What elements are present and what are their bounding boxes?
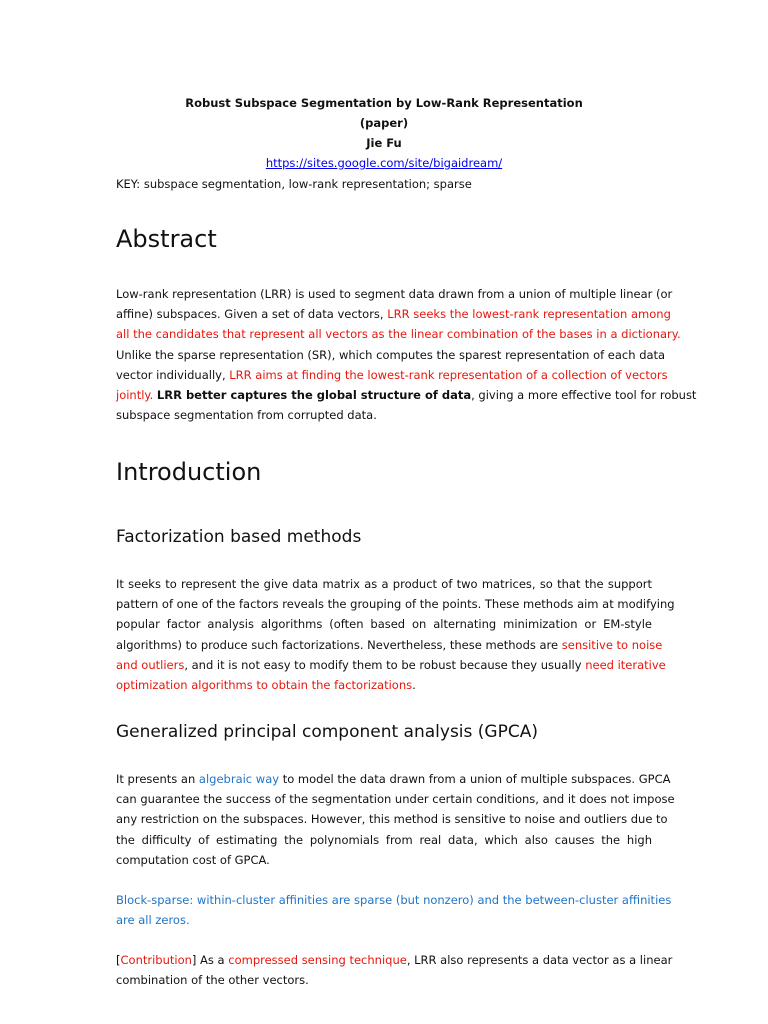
- introduction-heading: Introduction: [116, 458, 262, 486]
- highlight-red: optimization algorithms to obtain the factorizations: [116, 677, 413, 692]
- text-line: Low-rank representation (LRR) is used to segment data drawn from a union of multiple linear (or: [116, 287, 673, 301]
- text-line: are all zeros.: [116, 913, 190, 928]
- gpca-heading: Generalized principal component analysis (GPCA): [116, 722, 538, 742]
- text-line: subspace segmentation from corrupted data.: [116, 408, 377, 423]
- highlight-red: LRR aims at finding the lowest-rank representation of a collection of vectors: [229, 367, 668, 382]
- highlight-red: jointly.: [116, 387, 154, 402]
- text-line: optimization algorithms to obtain the factorizations.: [116, 677, 416, 692]
- abstract-heading: Abstract: [116, 225, 217, 253]
- block-sparse-paragraph: [116, 890, 672, 930]
- text-line: popular factor analysis algorithms (often based on alternating minimization or EM-style: [116, 617, 652, 632]
- factorization-paragraph: [116, 574, 675, 695]
- factorization-heading: Factorization based methods: [116, 527, 362, 547]
- text-line: jointly. LRR better captures the global structure of data, giving a more effective tool for robust: [116, 387, 697, 402]
- highlight-red: need iterative: [585, 657, 666, 672]
- highlight-red: sensitive to noise: [561, 637, 663, 652]
- paper-title: Robust Subspace Segmentation by Low-Rank Representation: [185, 96, 583, 110]
- text-line: can guarantee the success of the segmentation under certain conditions, and it does not impose: [116, 792, 675, 807]
- text-line: combination of the other vectors.: [116, 973, 309, 988]
- text-line: Unlike the sparse representation (SR), which computes the sparest representation of each data: [116, 347, 666, 362]
- abstract-paragraph: [116, 284, 697, 425]
- text-line: and outliers, and it is not easy to modify them to be robust because they usually need iterative: [116, 657, 666, 672]
- text-line: Block-sparse: within-cluster affinities are sparse (but nonzero) and the between-cluster affinities: [116, 893, 672, 907]
- highlight-red: all the candidates that represent all vectors as the linear combination of the bases in a dictionary.: [116, 327, 681, 342]
- text-line: It presents an algebraic way to model the data drawn from a union of multiple subspaces. GPCA: [116, 772, 671, 786]
- paper-type: (paper): [359, 116, 409, 130]
- text-line: vector individually, LRR aims at finding the lowest-rank representation of a collection of vectors: [116, 367, 668, 382]
- text-line: computation cost of GPCA.: [116, 852, 270, 867]
- text-line: [116, 324, 681, 344]
- author-name: Jie Fu: [366, 136, 402, 150]
- author-website-link[interactable]: https://sites.google.com/site/bigaidream/: [265, 156, 503, 170]
- highlight-red: and outliers: [116, 657, 185, 672]
- text-line: pattern of one of the factors reveals the grouping of the points. These methods aim at modifying: [116, 597, 675, 612]
- keywords: KEY: subspace segmentation, low-rank representation; sparse: [116, 177, 472, 191]
- text-line: [Contribution] As a compressed sensing technique, LRR also represents a data vector as a linear: [116, 953, 673, 967]
- contribution-paragraph: [116, 950, 673, 990]
- text-line: It seeks to represent the give data matrix as a product of two matrices, so that the support: [116, 577, 652, 591]
- highlight-blue: algebraic way: [198, 772, 280, 786]
- text-line: affine) subspaces. Given a set of data vectors, LRR seeks the lowest-rank representation among: [116, 307, 671, 322]
- highlight-red: compressed sensing technique: [228, 953, 407, 967]
- text-line: algorithms) to produce such factorizations. Nevertheless, these methods are sensitive to noise: [116, 637, 663, 652]
- gpca-paragraph: [116, 769, 675, 870]
- highlight-red: LRR seeks the lowest-rank representation among: [387, 307, 671, 322]
- contribution-tag: Contribution: [120, 953, 192, 967]
- text-line: the difficulty of estimating the polynomials from real data, which also causes the high: [116, 832, 652, 847]
- text-line: any restriction on the subspaces. However, this method is sensitive to noise and outliers due to: [116, 812, 668, 827]
- highlight-bold: LRR better captures the global structure of data: [156, 387, 472, 402]
